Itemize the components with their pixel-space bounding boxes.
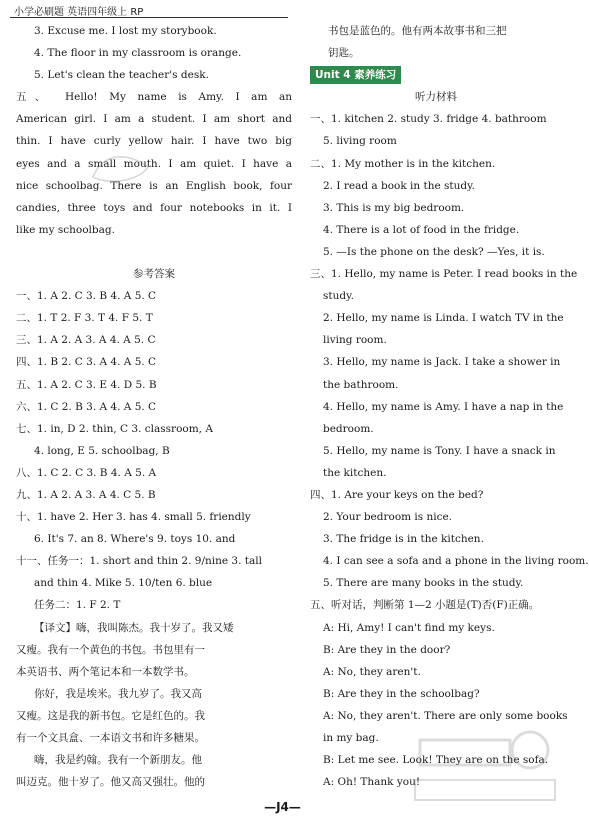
header-rule — [10, 17, 288, 18]
left-line: American girl. I am a student. I am short and — [16, 113, 292, 126]
left-line: 任务二：1. F 2. T — [34, 599, 121, 612]
right-line: 2. Your bedroom is nice. — [323, 511, 453, 524]
right-line: 2. I read a book in the study. — [323, 179, 476, 192]
right-line: 5. —Is the phone on the desk? —Yes, it is. — [323, 245, 545, 258]
right-line — [310, 64, 562, 86]
right-line: 3. Hello, my name is Jack. I take a shower in — [323, 356, 561, 369]
left-line: 三、1. A 2. A 3. A 4. A 5. C — [16, 334, 156, 347]
left-line: 七、1. in, D 2. thin, C 3. classroom, A — [16, 422, 213, 435]
right-line: B: Let me see. Look! They are on the sofa. — [323, 754, 549, 767]
left-line: 参考答案 — [133, 268, 175, 281]
left-line: 叫迈克。他十岁了。他又高又强壮。他的 — [16, 776, 205, 789]
right-line: 三、1. Hello, my name is Peter. I read books in the — [310, 268, 578, 281]
right-line: living room. — [323, 334, 387, 347]
right-line: A: Oh! Thank you! — [323, 776, 421, 789]
left-line — [16, 241, 292, 263]
unit-heading: Unit 4 素养练习 — [310, 66, 401, 84]
left-line: candies, three toys and four notebooks in it. I — [16, 201, 292, 214]
right-line: 2. Hello, my name is Linda. I watch TV in the — [323, 312, 564, 325]
left-line: 五、1. A 2. C 3. E 4. D 5. B — [16, 378, 157, 391]
left-line: 【译文】嗨，我叫陈杰。我十岁了。我又矮 — [34, 621, 234, 634]
page-number: —J4— — [264, 800, 301, 814]
right-line: 四、1. Are your keys on the bed? — [310, 488, 484, 501]
right-line: 一、1. kitchen 2. study 3. fridge 4. bathroom — [310, 113, 547, 126]
left-line: 6. It's 7. an 8. Where's 9. toys 10. and — [34, 533, 236, 546]
left-line: 又瘦。我有一个黄色的书包。书包里有一 — [16, 643, 205, 656]
right-column — [310, 20, 589, 793]
left-line: 四、1. B 2. C 3. A 4. A 5. C — [16, 356, 157, 369]
right-line: 5. There are many books in the study. — [323, 577, 524, 590]
right-line: in my bag. — [323, 732, 379, 744]
page-header: 小学必刷题 英语四年级上 RP — [14, 7, 144, 18]
watermark-logo — [410, 725, 560, 805]
left-line: thin. I have curly yellow hair. I have two big — [16, 135, 292, 148]
left-line: like my schoolbag. — [16, 223, 115, 236]
right-line: 4. There is a lot of food in the fridge. — [323, 223, 520, 236]
left-line: 3. Excuse me. I lost my storybook. — [34, 25, 217, 37]
right-line: 4. Hello, my name is Amy. I have a nap in the — [323, 400, 564, 413]
right-line: 五、听对话，判断第 1—2 小题是(T)否(F)正确。 — [310, 599, 540, 612]
right-line: 3. The fridge is in the kitchen. — [323, 533, 484, 546]
right-line: B: Are they in the schoolbag? — [323, 687, 480, 700]
right-line: A: No, they aren't. There are only some books — [323, 709, 568, 722]
left-line: eyes and a small mouth. I am quiet. I have a — [16, 157, 292, 170]
stamp-mark — [88, 147, 158, 190]
left-line: nice schoolbag. There is an English book, four — [16, 179, 292, 192]
left-line: 又瘦。这是我的新书包。它是红色的。我 — [16, 709, 205, 722]
right-line: study. — [323, 290, 354, 303]
left-line: 4. long, E 5. schoolbag, B — [34, 444, 170, 457]
right-line: 钥匙。 — [328, 47, 360, 60]
left-line: 4. The floor in my classroom is orange. — [34, 47, 242, 60]
left-line: 五、 Hello! My name is Amy. I am an — [16, 91, 292, 104]
left-line: 八、1. C 2. C 3. B 4. A 5. A — [16, 466, 157, 479]
right-line: 听力材料 — [415, 91, 457, 104]
right-line: 3. This is my big bedroom. — [323, 201, 465, 214]
left-line: 本英语书、两个笔记本和一本数学书。 — [16, 665, 195, 678]
left-line: 六、1. C 2. B 3. A 4. A 5. C — [16, 400, 157, 413]
left-line: 嗨，我是约翰。我有一个新朋友。他 — [34, 754, 202, 767]
right-line: the bathroom. — [323, 378, 399, 391]
left-line: 5. Let's clean the teacher's desk. — [34, 69, 209, 82]
right-line: A: No, they aren't. — [323, 665, 421, 678]
left-line: 二、1. T 2. F 3. T 4. F 5. T — [16, 312, 153, 325]
right-line: B: Are they in the door? — [323, 643, 451, 656]
left-line: 你好，我是埃米。我九岁了。我又高 — [34, 687, 202, 700]
left-line: 一、1. A 2. C 3. B 4. A 5. C — [16, 290, 157, 303]
right-line: 5. Hello, my name is Tony. I have a snack in — [323, 444, 556, 457]
right-line: 二、1. My mother is in the kitchen. — [310, 157, 496, 170]
left-line: and thin 4. Mike 5. 10/ten 6. blue — [34, 577, 213, 590]
right-line: 5. living room — [323, 135, 397, 148]
right-line: 书包是蓝色的。他有两本故事书和三把 — [328, 25, 507, 37]
left-line: 有一个文具盒、一本语文书和许多糖果。 — [16, 732, 205, 744]
left-line: 九、1. A 2. A 3. A 4. C 5. B — [16, 488, 156, 501]
right-line: the kitchen. — [323, 466, 387, 479]
left-line: 十、1. have 2. Her 3. has 4. small 5. friendly — [16, 511, 251, 524]
left-column — [16, 20, 292, 793]
right-line: bedroom. — [323, 422, 374, 435]
right-line: A: Hi, Amy! I can't find my keys. — [323, 621, 495, 634]
right-line: 4. I can see a sofa and a phone in the living room. — [323, 555, 589, 568]
left-line: 十一、任务一：1. short and thin 2. 9/nine 3. tall — [16, 555, 262, 568]
